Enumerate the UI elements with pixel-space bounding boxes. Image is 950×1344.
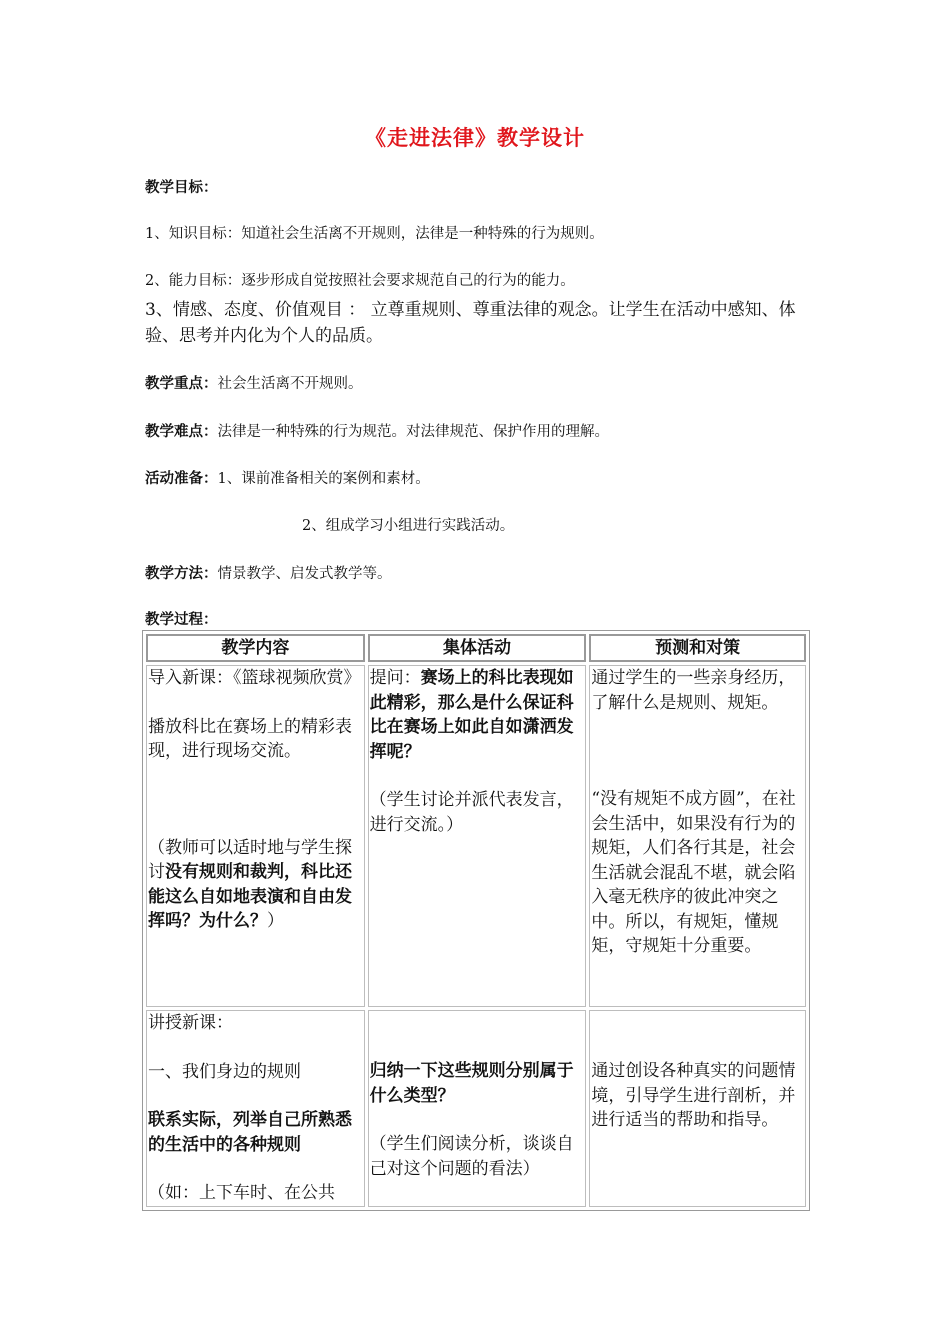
process-table xyxy=(142,630,810,1211)
row2-eg: （如：上下车时、在公共 xyxy=(148,1183,335,1203)
row2-section-title: 一、我们身边的规则 xyxy=(148,1061,301,1082)
goals-heading xyxy=(145,176,218,197)
method-line xyxy=(145,562,392,583)
focus-line xyxy=(145,372,363,393)
focus-text: 社会生活离不开规则。 xyxy=(217,376,363,392)
row2-reading: （学生们阅读分析，谈谈自己对这个问题的看法） xyxy=(369,1134,574,1179)
method-text: 情景教学、启发式教学等。 xyxy=(217,566,392,582)
goal-attitude: 3、情感、态度、价值观目 ： 立尊重规则、尊重法律的观念。让学生在活动中感知、体验、思考并内化为个人的品质。 xyxy=(145,300,796,346)
row1-discussion: （学生讨论并派代表发言，进行交流。） xyxy=(369,790,574,835)
goal-knowledge: 1、知识目标：知道社会生活离不开规则，法律是一种特殊的行为规则。 xyxy=(145,226,604,242)
row2-lecture: 讲授新课： xyxy=(148,1013,233,1033)
row2-examples: 联系实际，列举自己所熟悉的生活中的各种规则 xyxy=(148,1110,352,1155)
row2-classify: 归纳一下这些规则分别属于什么类型？ xyxy=(369,1061,574,1106)
row1-content-cell xyxy=(146,665,365,1007)
row1-question: 提问：赛场上的科比表现如此精彩，那么是什么保证科比在赛场上如此自如潇洒发挥呢？ xyxy=(369,668,574,762)
table-row xyxy=(146,665,806,1007)
row1-prediction-cell xyxy=(589,665,806,1007)
method-label: 教学方法： xyxy=(145,566,218,582)
process-heading xyxy=(145,608,218,629)
prep-text-2: 2、组成学习小组进行实践活动。 xyxy=(302,518,515,534)
row1-experience: 通过学生的一些亲身经历，了解什么是规则、规矩。 xyxy=(591,668,796,713)
row2-prediction-cell xyxy=(589,1010,806,1207)
row1-intro: 导入新课：《篮球视频欣赏》 xyxy=(148,668,361,688)
goal-ability: 2、能力目标：逐步形成自觉按照社会要求规范自己的行为的能力。 xyxy=(145,273,575,289)
header-prediction: 预测和对策 xyxy=(589,634,806,662)
row1-activity-cell xyxy=(368,665,587,1007)
prep-label: 活动准备： xyxy=(145,471,218,487)
row2-activity-cell xyxy=(368,1010,587,1207)
difficulty-text: 法律是一种特殊的行为规范。对法律规范、保护作用的理解。 xyxy=(217,424,609,440)
process-table-header xyxy=(146,634,806,662)
header-teaching-content: 教学内容 xyxy=(146,634,365,662)
row2-guidance: 通过创设各种真实的问题情境，引导学生进行剖析，并进行适当的帮助和指导。 xyxy=(591,1061,796,1130)
row2-content-cell xyxy=(146,1010,365,1207)
process-label: 教学过程： xyxy=(145,612,218,628)
table-row xyxy=(146,1010,806,1207)
row1-teacher-note: （教师可以适时地与学生探讨没有规则和裁判，科比还能这么自如地表演和自由发挥吗？为什么？） xyxy=(148,837,352,931)
focus-label: 教学重点： xyxy=(145,376,218,392)
prep-line xyxy=(145,467,430,488)
difficulty-label: 教学难点： xyxy=(145,424,218,440)
goals-label: 教学目标： xyxy=(145,180,218,196)
row1-video: 播放科比在赛场上的精彩表现，进行现场交流。 xyxy=(148,716,352,761)
difficulty-line xyxy=(145,420,609,441)
header-group-activity: 集体活动 xyxy=(368,634,587,662)
document-title: 《走进法律》教学设计 xyxy=(365,126,585,150)
row1-rules-importance: “没有规矩不成方圆”，在社会生活中，如果没有行为的规矩，人们各行其是，社会生活就会混乱不堪，就会陷入毫无秩序的彼此冲突之中。所以，有规矩，懂规矩，守规矩十分重要。 xyxy=(591,789,796,956)
prep-text-1: 1、课前准备相关的案例和素材。 xyxy=(217,471,430,487)
